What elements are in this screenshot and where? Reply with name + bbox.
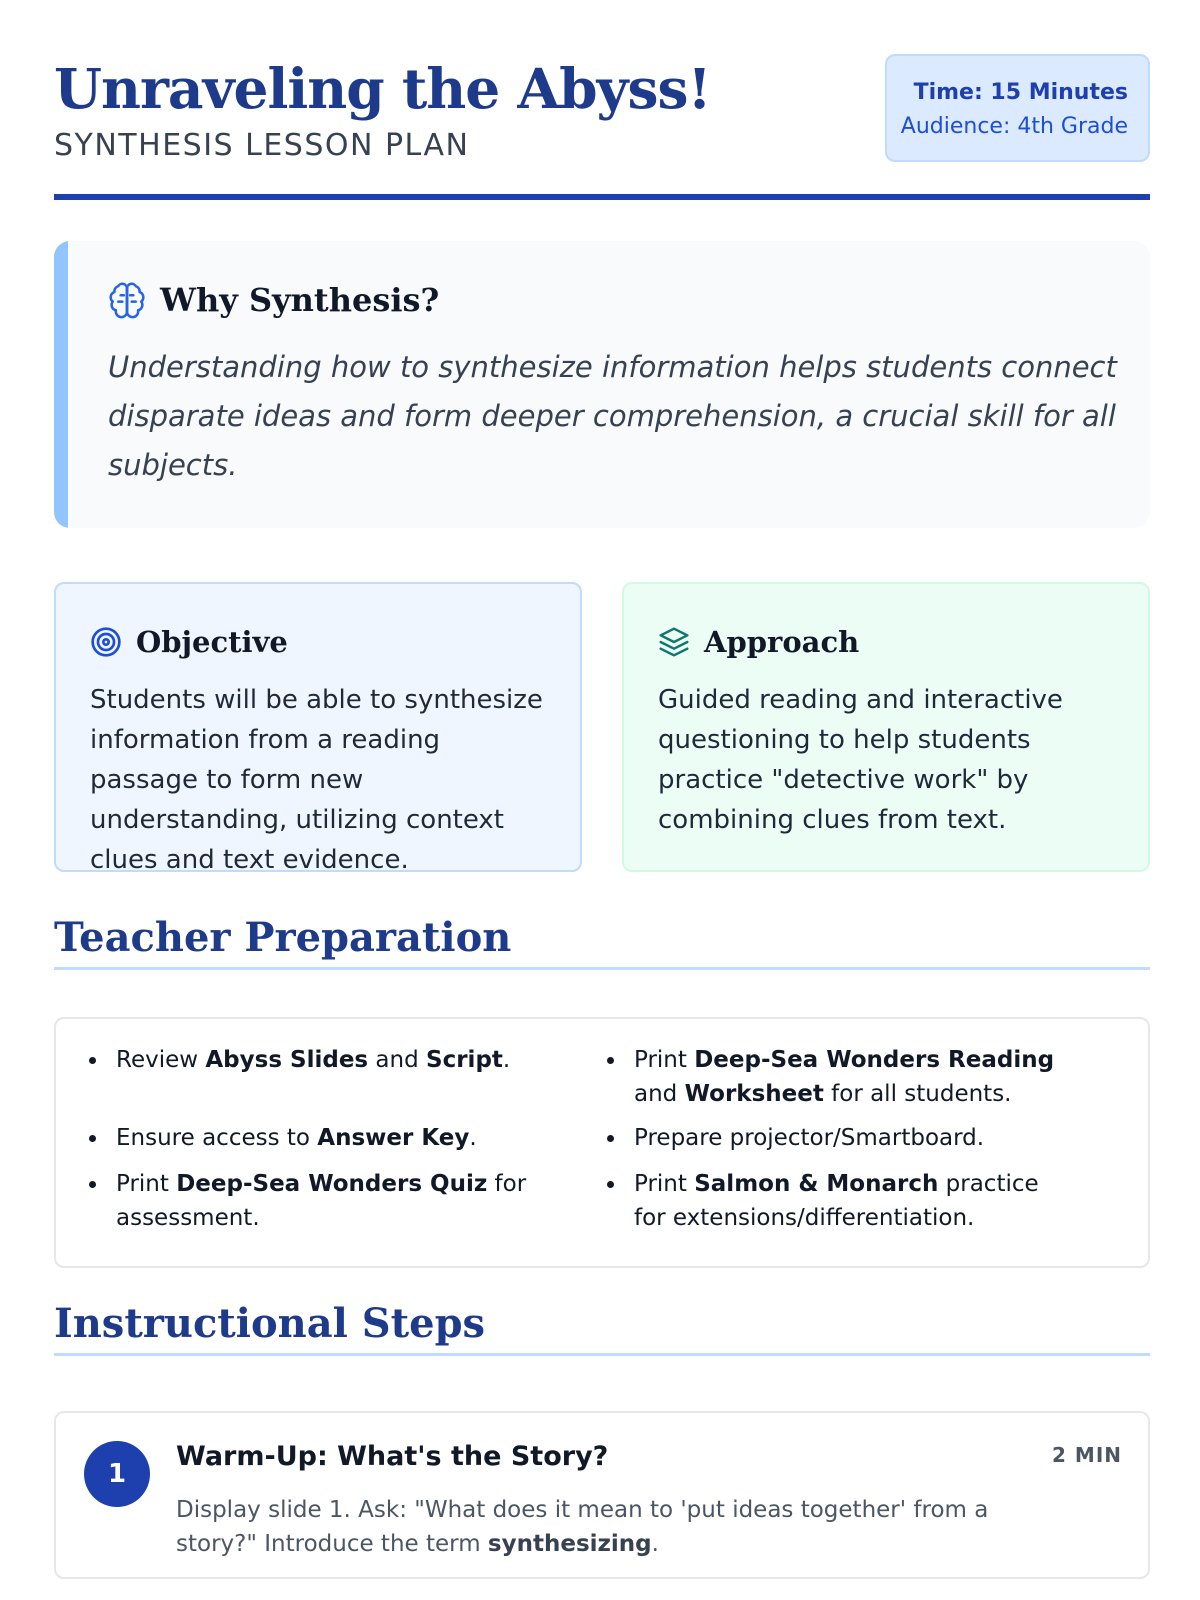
callout-accent-bar <box>54 241 68 528</box>
item-text: Print <box>634 1047 695 1073</box>
header-divider <box>54 194 1150 200</box>
lesson-meta-badge <box>885 54 1150 162</box>
item-text: Print <box>116 1171 177 1197</box>
page-title: Unraveling the Abyss! <box>54 56 711 121</box>
item-text: for all students. <box>823 1081 1012 1107</box>
approach-header <box>658 622 1114 662</box>
item-bold: Worksheet <box>684 1081 824 1107</box>
item-text: Print <box>634 1171 695 1197</box>
list-item <box>116 1167 536 1235</box>
objective-title: Objective <box>136 625 288 659</box>
item-bold: Script <box>426 1047 503 1073</box>
instructional-steps-heading <box>54 1300 1150 1356</box>
objective-header <box>90 622 546 662</box>
step-number-badge: 1 <box>84 1441 150 1507</box>
list-item <box>116 1121 576 1155</box>
bullet <box>89 1135 96 1142</box>
item-text: Ensure access to <box>116 1125 318 1151</box>
item-text: . <box>502 1047 511 1073</box>
item-text: for assessment. <box>116 1171 527 1231</box>
list-item <box>634 1121 1104 1155</box>
teacher-prep-list <box>54 1017 1150 1268</box>
approach-text: Guided reading and interactive questioning to help students practice "detective work" by combining clues from text. <box>658 685 1063 835</box>
item-text: practice for extensions/differentiation. <box>634 1171 1039 1231</box>
item-text: Prepare projector/Smartboard. <box>634 1125 985 1151</box>
section-rule <box>54 967 1150 970</box>
list-item <box>116 1043 576 1077</box>
step-text-bold: synthesizing <box>487 1531 652 1557</box>
bullet <box>607 1057 614 1064</box>
layers-icon <box>658 626 690 658</box>
section-rule <box>54 1353 1150 1356</box>
item-bold: Deep-Sea Wonders Reading <box>694 1047 1055 1073</box>
list-item <box>634 1167 1074 1235</box>
step-text: Display slide 1. Ask: "What does it mean to 'put ideas together' from a story?" Introduce the term <box>176 1497 989 1557</box>
teacher-prep-heading <box>54 914 1150 970</box>
objective-text: Students will be able to synthesize information from a reading passage to form new understanding, utilizing context clues and text evidence. <box>90 685 543 875</box>
callout-header <box>108 281 439 319</box>
bullet <box>607 1181 614 1188</box>
approach-title: Approach <box>704 625 860 659</box>
step-description <box>176 1493 1076 1561</box>
step-title: Warm-Up: What's the Story? <box>176 1441 609 1472</box>
objective-card <box>54 582 582 875</box>
approach-card <box>622 582 1150 872</box>
item-text: Review <box>116 1047 206 1073</box>
item-text: . <box>469 1125 477 1151</box>
item-bold: Deep-Sea Wonders Quiz <box>176 1171 488 1197</box>
lesson-audience: Audience: 4th Grade <box>900 114 1128 139</box>
item-bold: Abyss Slides <box>205 1047 369 1073</box>
item-bold: Salmon & Monarch <box>694 1171 939 1197</box>
bullet <box>89 1181 96 1188</box>
step-card <box>54 1411 1150 1579</box>
lesson-time: Time: 15 Minutes <box>913 80 1128 105</box>
step-duration: 2 MIN <box>1052 1443 1122 1467</box>
callout-title: Why Synthesis? <box>160 281 440 319</box>
list-item <box>634 1043 1104 1111</box>
callout-text: Understanding how to synthesize information helps students connect disparate ideas and form deeper comprehension, a crucial skill for all subjects. <box>108 350 1117 482</box>
target-icon <box>90 626 122 658</box>
section-title: Teacher Preparation <box>54 914 512 961</box>
item-text: and <box>368 1047 427 1073</box>
bullet <box>607 1135 614 1142</box>
section-title: Instructional Steps <box>54 1300 486 1347</box>
bullet <box>89 1057 96 1064</box>
item-bold: Answer Key <box>317 1125 470 1151</box>
page-subtitle: SYNTHESIS LESSON PLAN <box>54 128 470 163</box>
header <box>54 52 1150 200</box>
brain-icon <box>108 281 146 319</box>
why-synthesis-callout <box>54 241 1150 528</box>
item-text: and <box>634 1081 685 1107</box>
step-text: . <box>651 1531 659 1557</box>
